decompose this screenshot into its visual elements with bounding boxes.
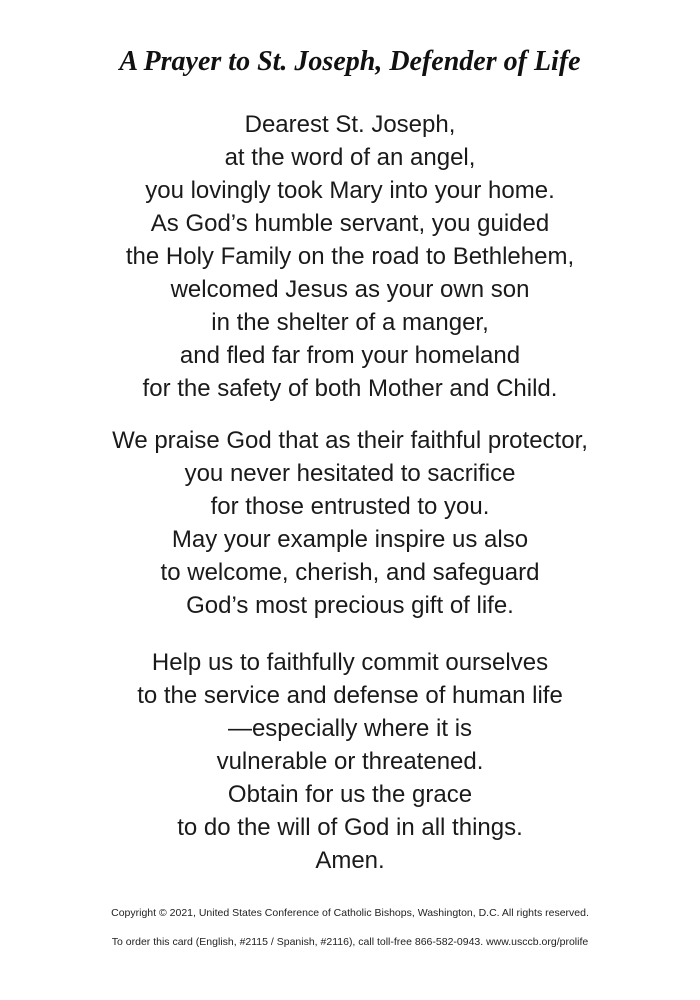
prayer-line: you never hesitated to sacrifice	[184, 460, 516, 487]
prayer-line: the Holy Family on the road to Bethlehem,	[125, 243, 575, 270]
prayer-line: May your example inspire us also	[171, 526, 529, 553]
prayer-line: to the service and defense of human life	[137, 682, 563, 709]
prayer-line: Amen.	[315, 847, 385, 874]
prayer-line: vulnerable or threatened.	[216, 748, 484, 775]
order-info: To order this card (English, #2115 / Spanish, #2116), call toll-free 866-582-0943. www.usccb.org/prolife	[111, 936, 589, 948]
prayer-line: Dearest St. Joseph,	[244, 111, 456, 138]
prayer-line: We praise God that as their faithful protector,	[112, 427, 588, 454]
prayer-line: Help us to faithfully commit ourselves	[151, 649, 549, 676]
prayer-line: to do the will of God in all things.	[177, 814, 523, 841]
stanza-1	[0, 108, 700, 405]
prayer-line: to welcome, cherish, and safeguard	[160, 559, 540, 586]
prayer-line: you lovingly took Mary into your home.	[145, 177, 555, 204]
prayer-line: welcomed Jesus as your own son	[170, 276, 530, 303]
prayer-line: for those entrusted to you.	[210, 493, 490, 520]
prayer-line: God’s most precious gift of life.	[186, 592, 514, 619]
prayer-line: in the shelter of a manger,	[211, 309, 489, 336]
prayer-title: A Prayer to St. Joseph, Defender of Life	[119, 46, 581, 77]
prayer-line: at the word of an angel,	[224, 144, 476, 171]
prayer-line: Obtain for us the grace	[227, 781, 473, 808]
stanza-2	[0, 424, 700, 622]
stanza-3	[0, 646, 700, 877]
copyright-notice: Copyright © 2021, United States Conference of Catholic Bishops, Washington, D.C. All rights reserved.	[111, 907, 589, 919]
prayer-line: —especially where it is	[227, 715, 473, 742]
prayer-line: and fled far from your homeland	[179, 342, 521, 369]
prayer-line: for the safety of both Mother and Child.	[142, 375, 558, 402]
prayer-line: As God’s humble servant, you guided	[150, 210, 550, 237]
